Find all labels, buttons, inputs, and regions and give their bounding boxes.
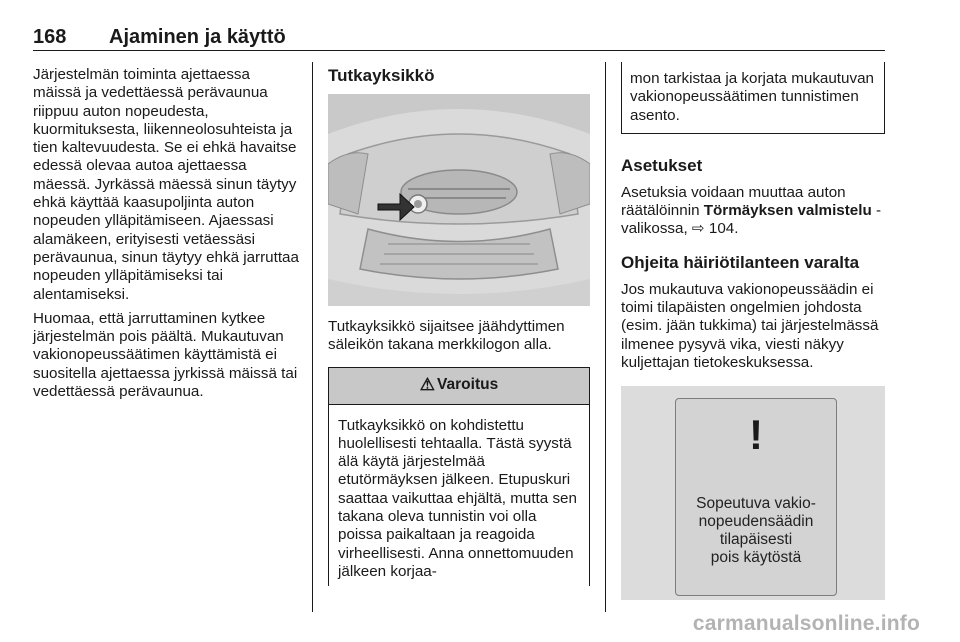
settings-text-after: -valikossa, bbox=[621, 202, 882, 238]
car-front-photo bbox=[328, 94, 590, 306]
chapter-title: Ajaminen ja käyttö bbox=[109, 26, 286, 48]
section-title-fault: Ohjeita häiriötilanteen varalta bbox=[621, 252, 860, 272]
warning-header bbox=[329, 368, 589, 405]
warning-text: Tutkayksikkö on kohdistettu huolellisesti tehtaalla. Tästä syystä älä käytä järjestelmää etutörmäyksen jälkeen. Etupuskuri saattaa vaikuttaa ehjältä, mutta sen takana oleva tunnistin voi olla poissa paikaltaan ja reagoida virheellisesti. Anna onnettomuuden jälkeen korjaa- bbox=[338, 416, 577, 580]
section-title-radar: Tutkayksikkö bbox=[328, 66, 435, 85]
warning-icon: ⚠ bbox=[419, 375, 436, 395]
car-front-illustration bbox=[328, 94, 590, 306]
exclamation-icon: ! bbox=[749, 411, 763, 459]
page-number: 168 bbox=[33, 26, 67, 48]
display-screen bbox=[675, 398, 837, 596]
middle-column bbox=[328, 66, 592, 586]
photo-caption: Tutkayksikkö sijaitsee jäähdyttimen säleikön takana merkkilogon alla. bbox=[328, 318, 565, 354]
settings-paragraph bbox=[621, 184, 886, 239]
settings-text: Asetuksia voidaan muuttaa auton räätälöinnin bbox=[621, 183, 846, 220]
right-column bbox=[621, 62, 886, 600]
warning-box bbox=[328, 367, 590, 586]
display-message bbox=[676, 495, 836, 567]
display-line: Sopeutuva vakio- bbox=[696, 495, 816, 513]
paragraph: Huomaa, että jarruttaminen kytkee järjestelmän pois päältä. Mukautuvan vakionopeussäätimen käyttämistä ei suositella ajettaessa jyrkissä mäissä tai vedettäessä perävaunua. bbox=[33, 309, 298, 401]
display-line: pois käytöstä bbox=[710, 549, 802, 567]
watermark: carmanualsonline.info bbox=[692, 612, 920, 635]
left-column bbox=[33, 66, 301, 407]
display-line: tilapäisesti bbox=[719, 531, 793, 549]
column-divider bbox=[312, 62, 313, 612]
display-line: nopeudensäädin bbox=[698, 513, 814, 531]
header-rule bbox=[33, 50, 885, 51]
section-title-settings: Asetukset bbox=[621, 155, 703, 175]
fault-paragraph: Jos mukautuva vakionopeussäädin ei toimi tilapäisten ongelmien johdosta (esim. jään tukkima) tai järjestelmässä ilmenee pysyvä vika, viesti näkyy kuljettajan tietokeskuksessa. bbox=[621, 280, 879, 371]
paragraph: Järjestelmän toiminta ajettaessa mäissä ja vedettäessä perävaunua riippuu auton nopeudesta, kuormituksesta, liikenneolosuhteista ja tien kaltevuudesta. Se ei ehkä havaitse edessä olevaa autoa ajettaessa mäessä. Jyrkässä mäessä sinun täytyy ehkä käyttää kaasupoljinta auton nopeuden ylläpitämiseen. Ajaessasi alamäkeen, erityisesti vetäessäsi perävaunua, sinun täytyy ehkä jarruttaa nopeuden ylläpitämiseksi tai alentamiseksi. bbox=[33, 66, 299, 303]
warning-box-continued: mon tarkistaa ja korjata mukautuvan vakionopeussäätimen tunnistimen asento. bbox=[621, 62, 885, 134]
page-header bbox=[33, 26, 885, 50]
menu-name: Törmäyksen valmistelu bbox=[703, 202, 872, 220]
warning-heading: Varoitus bbox=[437, 376, 499, 394]
column-divider bbox=[605, 62, 606, 612]
driver-info-display bbox=[621, 386, 885, 600]
page-reference-icon: ⇨ bbox=[691, 220, 705, 238]
page-reference: 104. bbox=[708, 220, 739, 238]
